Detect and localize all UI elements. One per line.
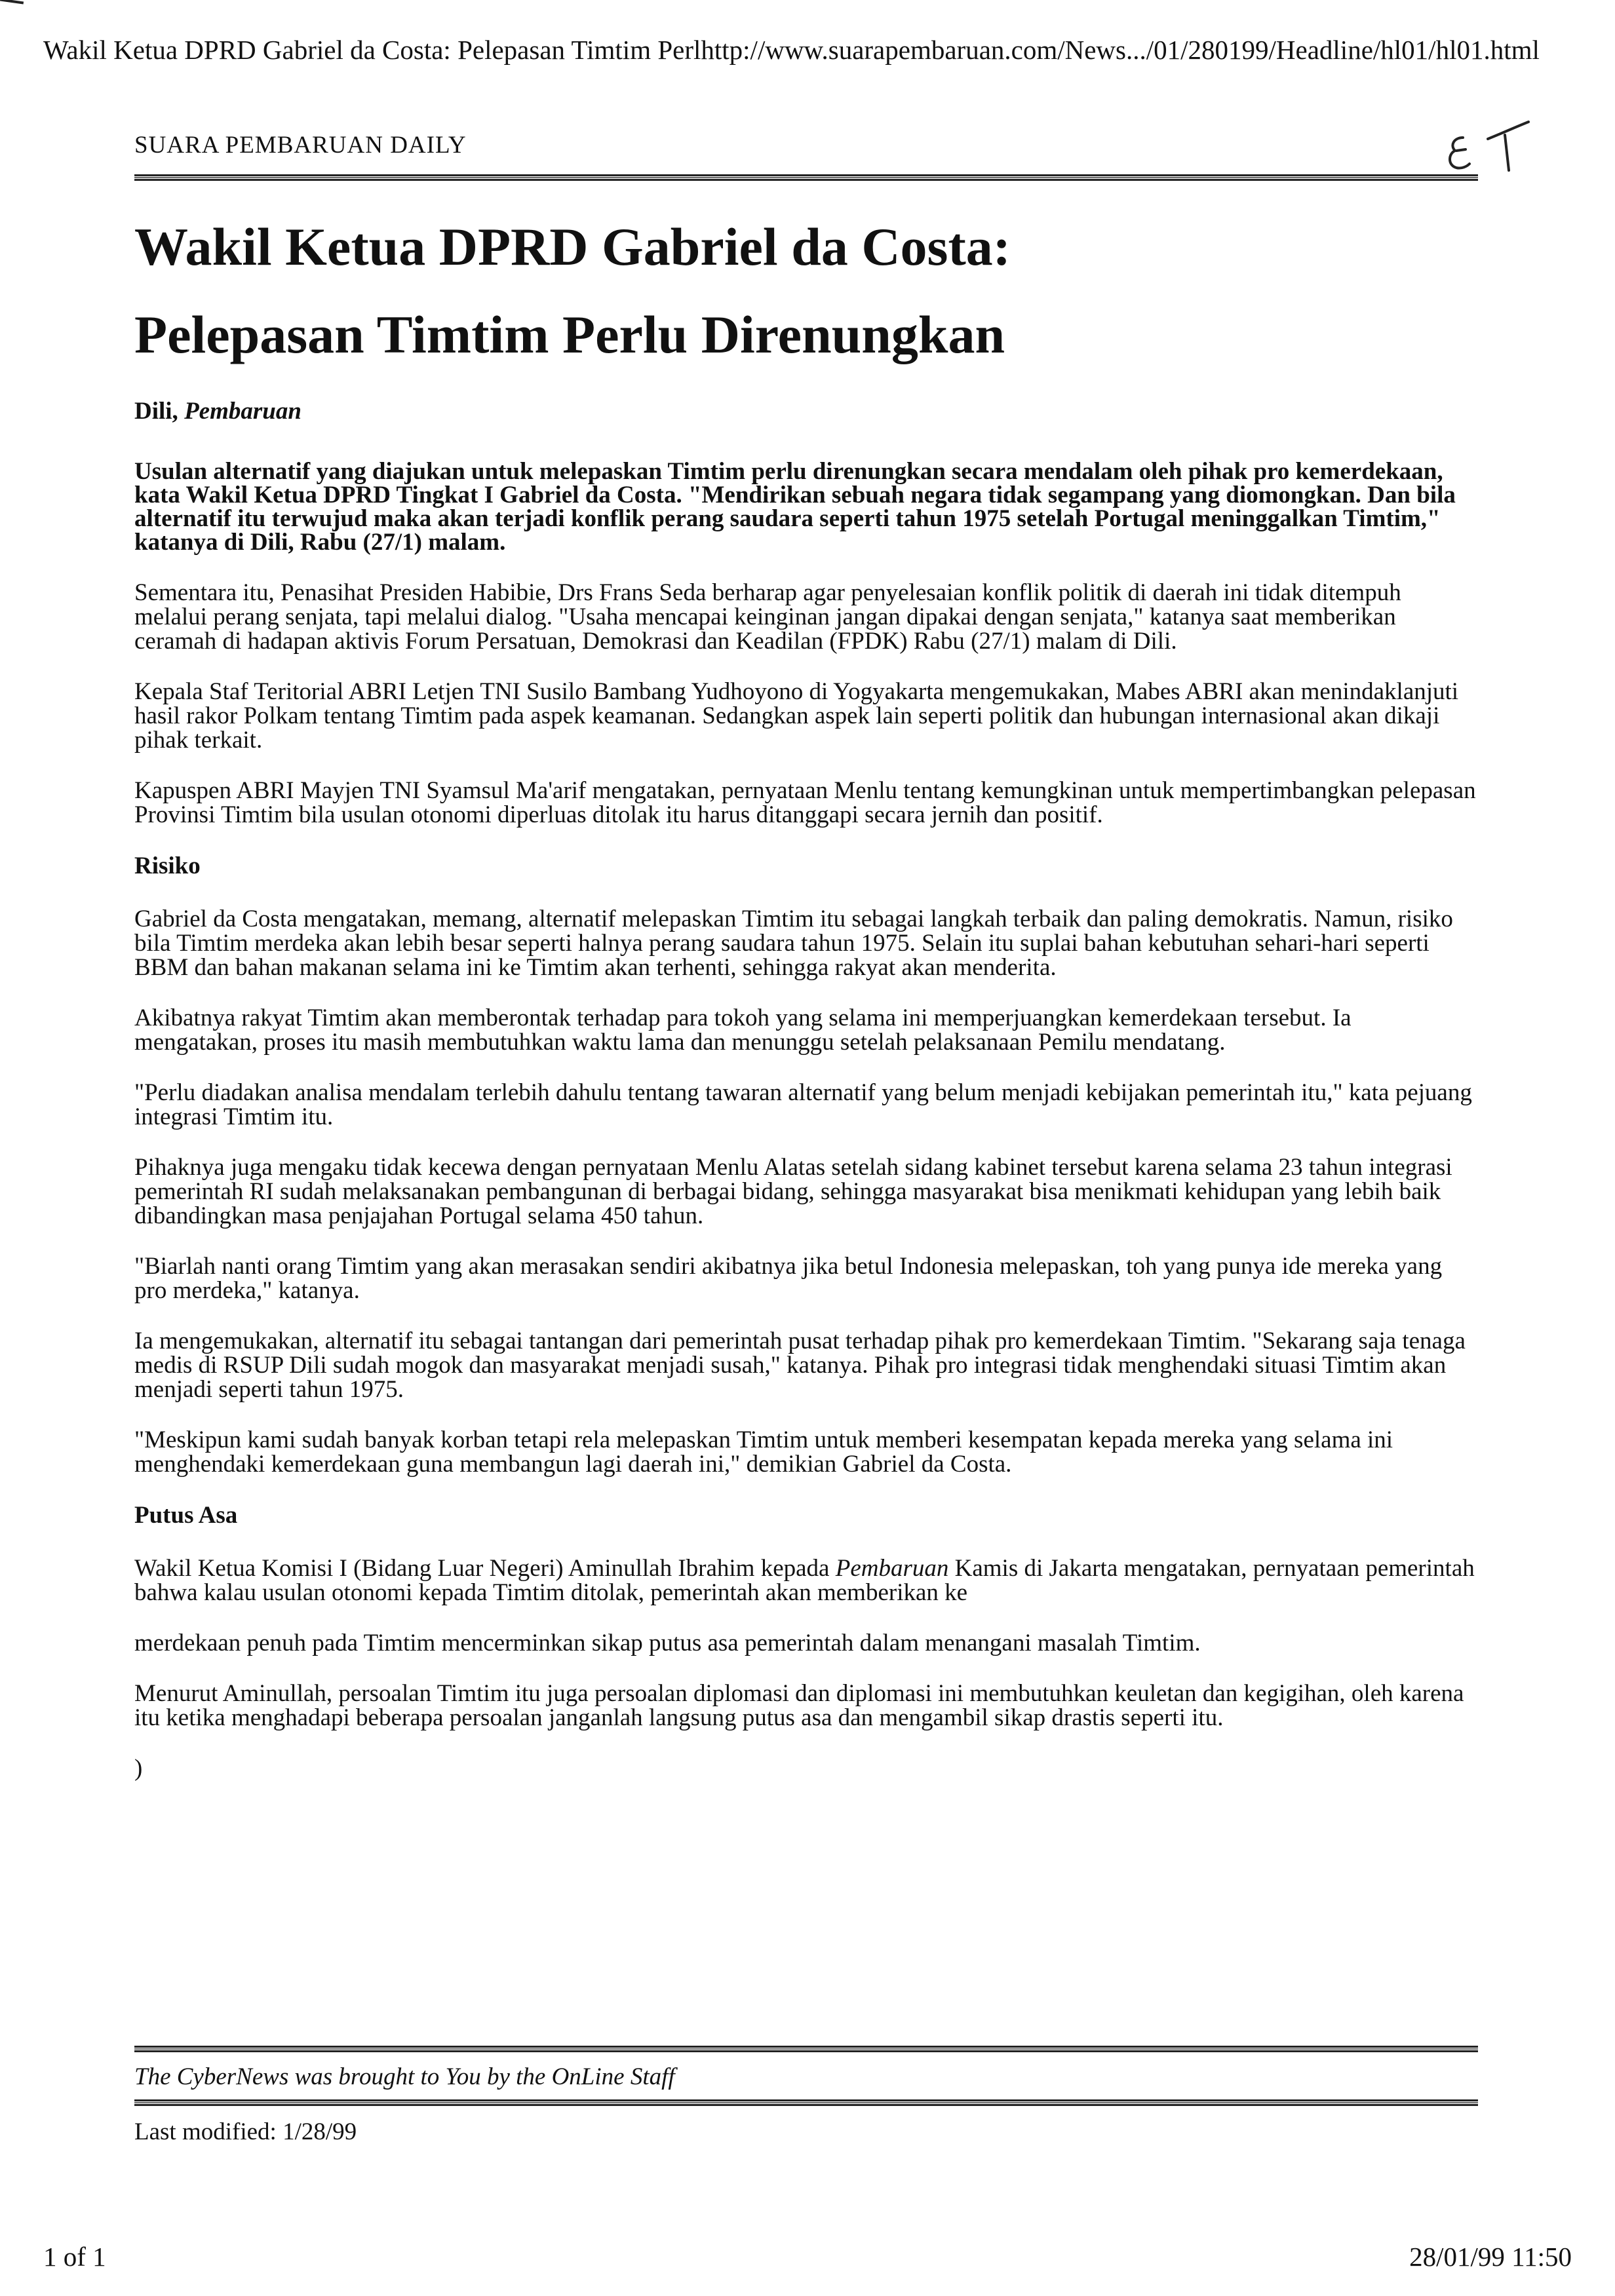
paragraph: "Meskipun kami sudah banyak korban tetapi rela melepaskan Timtim untuk memberi kesempatan kepada mereka yang selama ini menghendaki kemerdekaan guna membangun lagi daerah ini," demikian Gabriel da Costa. bbox=[134, 1426, 1393, 1478]
headline-line-1: Wakil Ketua DPRD Gabriel da Costa: bbox=[134, 217, 1011, 277]
paragraph: Kapuspen ABRI Mayjen TNI Syamsul Ma'arif mengatakan, pernyataan Menlu tentang kemungkinan untuk mempertimbangkan pelepasan Provinsi Timtim bila usulan otonomi diperluas ditolak itu harus ditanggapi secara jernih dan positif. bbox=[134, 777, 1476, 828]
closing-bracket: ) bbox=[134, 1755, 143, 1782]
footer-rule-top bbox=[134, 2046, 1478, 2052]
paragraph-text: Wakil Ketua Komisi I (Bidang Luar Negeri) Aminullah Ibrahim kepada bbox=[134, 1555, 836, 1582]
paragraph: Pihaknya juga mengaku tidak kecewa dengan pernyataan Menlu Alatas setelah sidang kabinet tersebut karena selama 23 tahun integrasi pemerintah RI sudah melaksanakan pembangunan di berbagai bidang, sehingga masyarakat bisa menikmati kehidupan yang lebih baik dibandingkan masa penjajahan Portugal selama 450 tahun. bbox=[134, 1154, 1452, 1229]
subheading-putus-asa: Putus Asa bbox=[134, 1502, 238, 1529]
paragraph: Gabriel da Costa mengatakan, memang, alternatif melepaskan Timtim itu sebagai langkah terbaik dan paling demokratis. Namun, risiko bila Timtim merdeka akan lebih besar seperti halnya perang saudara tahun 1975. Selain itu suplai bahan kebutuhan sehari-hari seperti BBM dan bahan makanan selama ini ke Timtim akan terhenti, sehingga rakyat akan menderita. bbox=[134, 906, 1453, 981]
subheading-risiko: Risiko bbox=[134, 852, 201, 879]
footer-rule-bottom bbox=[134, 2099, 1478, 2106]
publication-name: Pembaruan bbox=[835, 1555, 949, 1582]
footer-credit: The CyberNews was brought to You by the OnLine Staff bbox=[134, 2063, 675, 2090]
header-rule bbox=[134, 174, 1478, 181]
dateline bbox=[134, 397, 1478, 426]
page-count: 1 of 1 bbox=[43, 2242, 106, 2272]
paragraph: Menurut Aminullah, persoalan Timtim itu juga persoalan diplomasi dan diplomasi ini membutuhkan keuletan dan kegigihan, oleh karena itu ketika menghadapi beberapa persoalan janganlah langsung putus asa dan mengambil sikap drastis seperti itu. bbox=[134, 1680, 1464, 1731]
print-header: Wakil Ketua DPRD Gabriel da Costa: Pelepasan Timtim Perlhttp://www.suarapembaruan.com/News.../01/280199/Headline/hl01/hl01.html bbox=[43, 35, 1540, 65]
print-timestamp: 28/01/99 11:50 bbox=[1409, 2242, 1572, 2272]
headline-line-2: Pelepasan Timtim Perlu Direnungkan bbox=[134, 305, 1005, 364]
paragraph bbox=[134, 1556, 1478, 1605]
headline bbox=[134, 203, 1478, 379]
scan-mark bbox=[0, 0, 24, 4]
lead-paragraph: Usulan alternatif yang diajukan untuk melepaskan Timtim perlu direnungkan secara mendalam oleh pihak pro kemerdekaan, kata Wakil Ketua DPRD Tingkat I Gabriel da Costa. "Mendirikan sebuah negara tidak segampang yang diomongkan. Dan bila alternatif itu terwujud maka akan terjadi konflik perang saudara seperti tahun 1975 setelah Portugal meninggalkan Timtim," katanya di Dili, Rabu (27/1) malam. bbox=[134, 458, 1456, 556]
paragraph-text: Kamis di Jakarta mengatakan, pernyataan pemerintah bahwa kalau usulan otonomi kepada Timtim ditolak, pemerintah akan memberikan ke bbox=[134, 1555, 1475, 1606]
dateline-place: Dili, bbox=[134, 398, 178, 425]
handwritten-note bbox=[1442, 105, 1534, 183]
paragraph: Ia mengemukakan, alternatif itu sebagai tantangan dari pemerintah pusat terhadap pihak pro kemerdekaan Timtim. "Sekarang saja tenaga medis di RSUP Dili sudah mogok dan masyarakat menjadi susah," katanya. Pihak pro integrasi tidak menghendaki situasi Timtim akan menjadi seperti tahun 1975. bbox=[134, 1328, 1466, 1403]
paragraph: "Biarlah nanti orang Timtim yang akan merasakan sendiri akibatnya jika betul Indonesia melepaskan, toh yang punya ide mereka yang pro merdeka," katanya. bbox=[134, 1253, 1443, 1304]
paragraph: "Perlu diadakan analisa mendalam terlebih dahulu tentang tawaran alternatif yang belum menjadi kebijakan pemerintah itu," kata pejuang integrasi Timtim itu. bbox=[134, 1079, 1472, 1130]
paragraph: merdekaan penuh pada Timtim mencerminkan sikap putus asa pemerintah dalam menangani masalah Timtim. bbox=[134, 1630, 1201, 1656]
masthead: SUARA PEMBARUAN DAILY bbox=[134, 132, 467, 159]
last-modified: Last modified: 1/28/99 bbox=[134, 2118, 357, 2145]
paragraph: Kepala Staf Teritorial ABRI Letjen TNI Susilo Bambang Yudhoyono di Yogyakarta mengemukakan, Mabes ABRI akan menindaklanjuti hasil rakor Polkam tentang Timtim pada aspek keamanan. Sedangkan aspek lain seperti politik dan hubungan internasional akan dikaji pihak terkait. bbox=[134, 678, 1459, 754]
dateline-source: Pembaruan bbox=[184, 398, 302, 425]
paragraph: Sementara itu, Penasihat Presiden Habibie, Drs Frans Seda berharap agar penyelesaian konflik politik di daerah ini tidak ditempuh melalui perang senjata, tapi melalui dialog. "Usaha mencapai keinginan jangan dipakai dengan senjata," katanya saat memberikan ceramah di hadapan aktivis Forum Persatuan, Demokrasi dan Keadilan (FPDK) Rabu (27/1) malam di Dili. bbox=[134, 579, 1401, 655]
paragraph: Akibatnya rakyat Timtim akan memberontak terhadap para tokoh yang selama ini memperjuangkan kemerdekaan tersebut. Ia mengatakan, proses itu masih membutuhkan waktu lama dan menunggu setelah pelaksanaan Pemilu mendatang. bbox=[134, 1004, 1352, 1056]
article bbox=[134, 203, 1478, 1780]
